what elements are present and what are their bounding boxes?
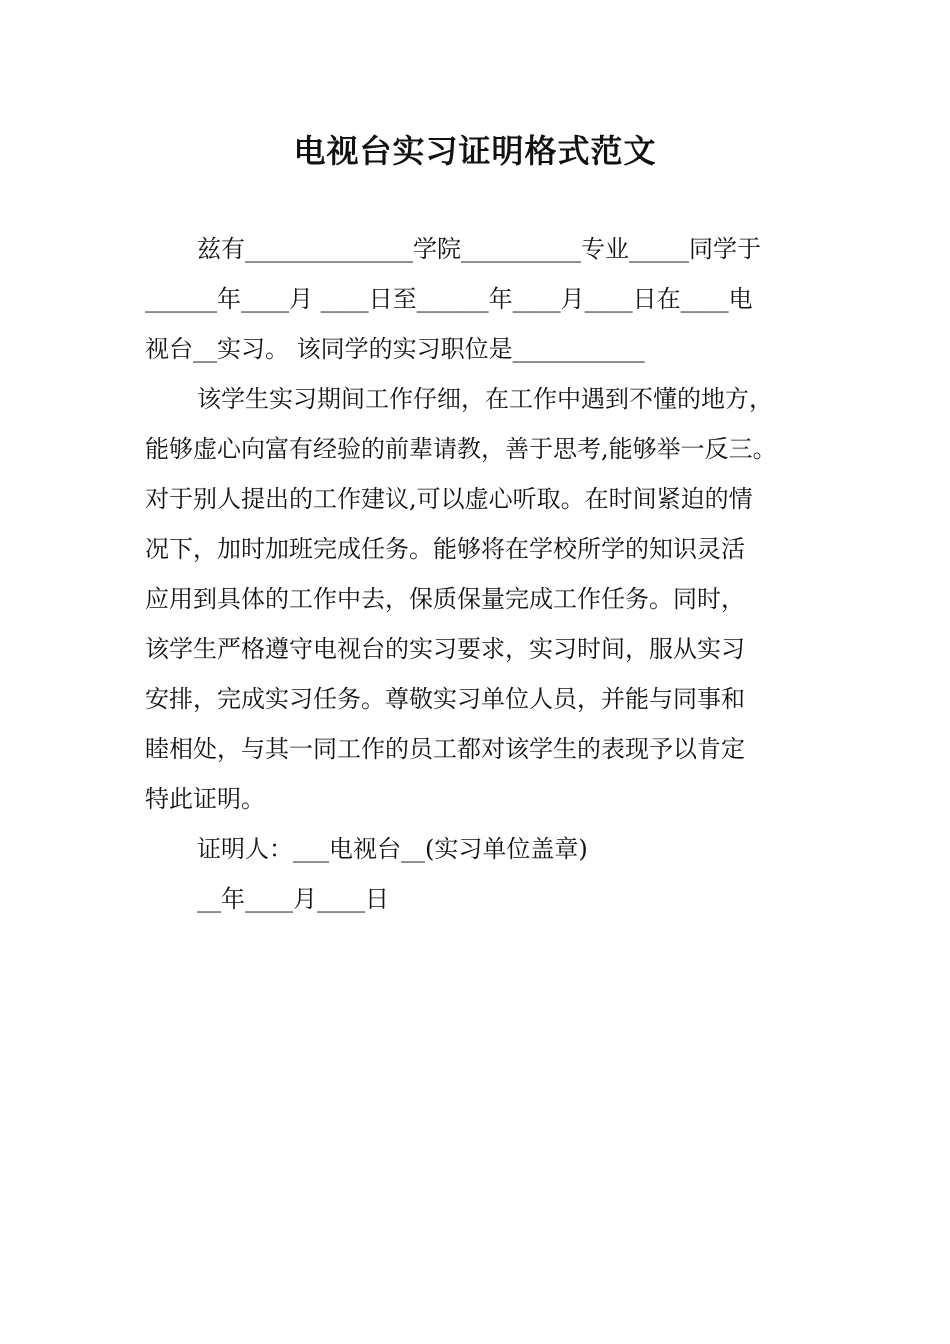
paragraph-2-line-4: 况下，加时加班完成任务。能够将在学校所学的知识灵活: [145, 535, 745, 563]
paragraph-2-line-3: 对于别人提出的工作建议,可以虚心听取。在时间紧迫的情: [145, 485, 753, 513]
paragraph-2-line-1: 该学生实习期间工作仔细，在工作中遇到不懂的地方，: [197, 385, 773, 413]
paragraph-2-line-9: 特此证明。: [145, 785, 265, 813]
paragraph-1-line-3: 视台__实习。 该同学的实习职位是___________: [145, 335, 645, 363]
paragraph-2-line-8: 睦相处，与其一同工作的员工都对该学生的表现予以肯定: [145, 735, 745, 763]
paragraph-2-line-6: 该学生严格遵守电视台的实习要求，实习时间，服从实习: [145, 635, 745, 663]
paragraph-1-line-2: ______年____月 ____日至______年____月____日在____电: [145, 285, 753, 313]
paragraph-2-line-5: 应用到具体的工作中去，保质保量完成工作任务。同时，: [145, 585, 745, 613]
paragraph-2-line-7: 安排，完成实习任务。尊敬实习单位人员，并能与同事和: [145, 685, 745, 713]
paragraph-2-line-2: 能够虚心向富有经验的前辈请教，善于思考,能够举一反三。: [145, 435, 777, 463]
paragraph-1-line-1: 兹有______________学院__________专业_____同学于: [197, 235, 761, 263]
document-title: 电视台实习证明格式范文: [293, 132, 657, 170]
certifier-line: 证明人：___电视台__(实习单位盖章): [197, 835, 588, 863]
date-line: __年____月____日: [197, 885, 389, 913]
